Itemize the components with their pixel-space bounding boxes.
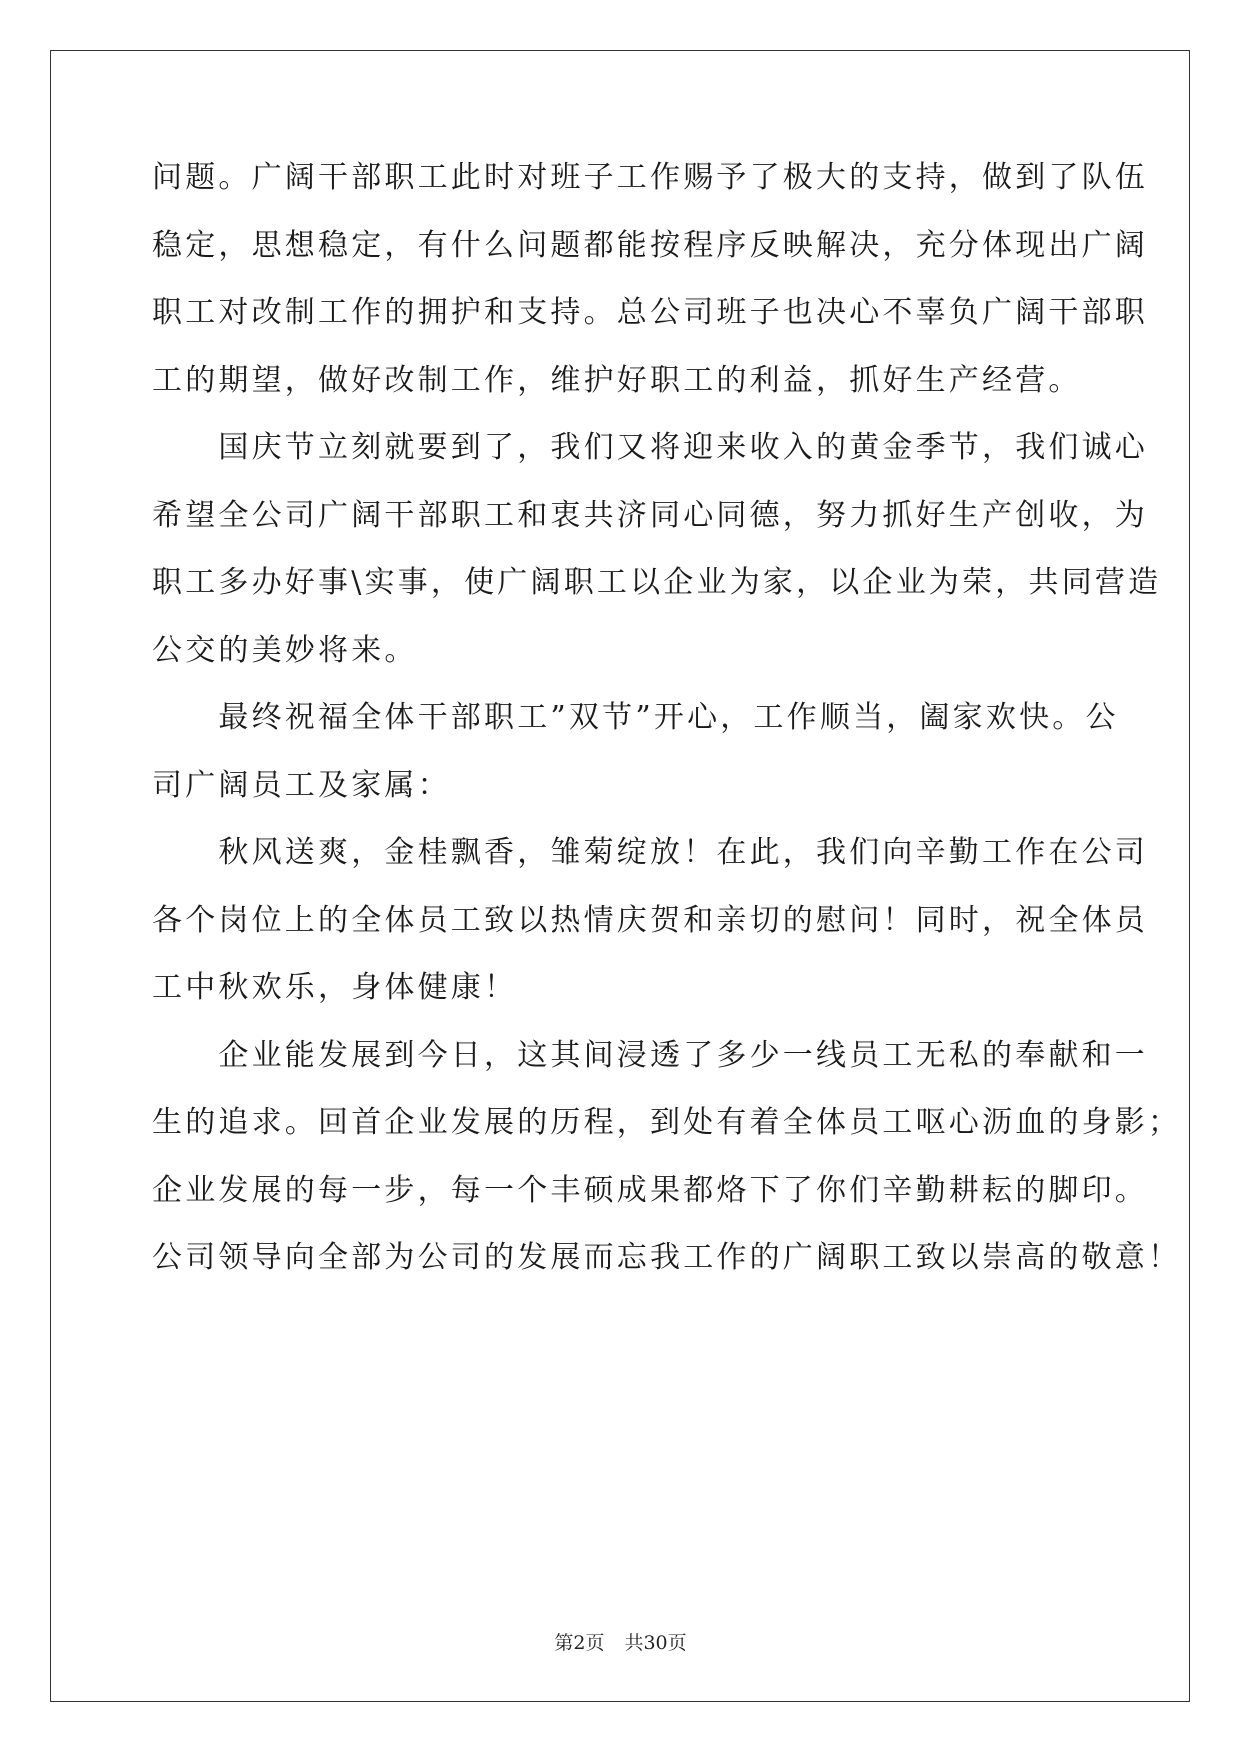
text-line-16: 企业发展的每一步，每一个丰硕成果都烙下了你们辛勤耕耘的脚印。 xyxy=(152,1172,1148,1208)
document-body xyxy=(152,158,1182,1306)
text-line-8: 公交的美妙将来。 xyxy=(152,632,418,668)
text-line-15: 生的追求。回首企业发展的历程，到处有着全体员工呕心沥血的身影； xyxy=(152,1105,1182,1140)
text-line-5: 国庆节立刻就要到了，我们又将迎来收入的黄金季节，我们诚心 xyxy=(152,430,1148,465)
page-number: 第2页 xyxy=(554,1632,605,1654)
text-line-10: 司广阔员工及家属： xyxy=(152,767,451,803)
text-line-4: 工的期望，做好改制工作，维护好职工的利益，抓好生产经营。 xyxy=(152,362,1082,398)
text-line-17: 公司领导向全部为公司的发展而忘我工作的广阔职工致以崇高的敬意！ xyxy=(152,1240,1182,1275)
text-line-12: 各个岗位上的全体员工致以热情庆贺和亲切的慰问！同时，祝全体员 xyxy=(152,902,1148,938)
text-line-9: 最终祝福全体干部职工”双节”开心，工作顺当，阖家欢快。公 xyxy=(152,700,1119,735)
text-line-1: 问题。广阔干部职工此时对班子工作赐予了极大的支持，做到了队伍 xyxy=(152,160,1148,195)
text-line-3: 职工对改制工作的拥护和支持。总公司班子也决心不辜负广阔干部职 xyxy=(152,295,1148,330)
text-line-13: 工中秋欢乐，身体健康！ xyxy=(152,970,518,1005)
text-line-7: 职工多办好事\实事，使广阔职工以企业为家，以企业为荣，共同营造 xyxy=(152,565,1162,600)
text-line-14: 企业能发展到今日，这其间浸透了多少一线员工无私的奉献和一 xyxy=(152,1037,1148,1073)
text-line-11: 秋风送爽，金桂飘香，雏菊绽放！在此，我们向辛勤工作在公司 xyxy=(152,835,1148,870)
text-line-2: 稳定，思想稳定，有什么问题都能按程序反映解决，充分体现出广阔 xyxy=(152,227,1148,263)
page-footer xyxy=(0,1628,1241,1655)
page-total: 共30页 xyxy=(624,1632,687,1654)
text-line-6: 希望全公司广阔干部职工和衷共济同心同德，努力抓好生产创收，为 xyxy=(152,497,1148,533)
